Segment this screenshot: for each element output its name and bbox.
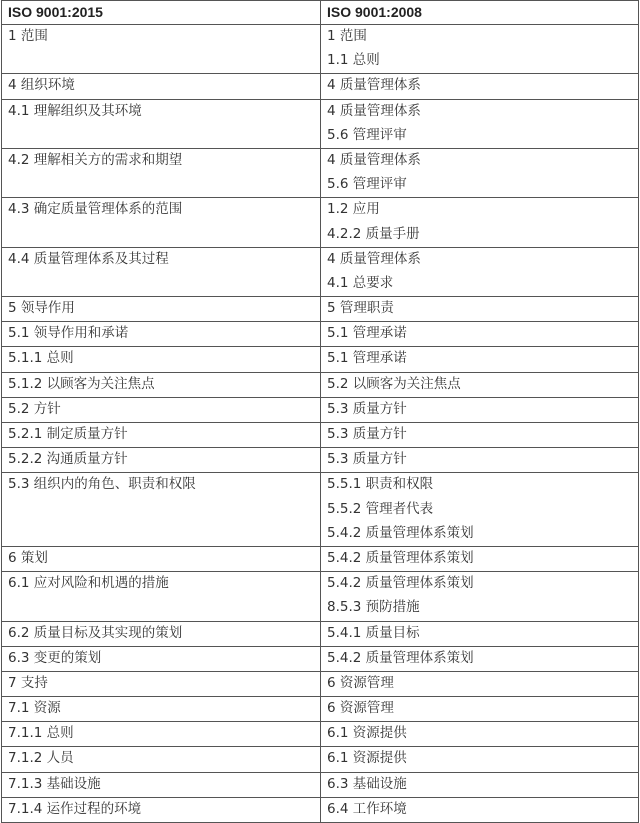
clause-2015-text: 6.3 变更的策划	[8, 649, 102, 666]
table-row	[2, 747, 639, 772]
table-row	[2, 722, 639, 747]
clause-2008-text: 1 范围	[327, 28, 367, 44]
clause-2008-text: 5.4.1 质量目标	[327, 624, 420, 641]
clause-2008-cell	[321, 473, 639, 547]
clause-2015-cell	[2, 74, 321, 99]
table-row	[2, 671, 639, 696]
clause-2015-cell	[2, 372, 321, 397]
clause-2008-cell	[321, 572, 639, 621]
clause-2008-text: 1.2 应用	[327, 201, 380, 218]
clause-2015-text: 5.2.2 沟通质量方针	[8, 451, 128, 468]
table-row	[2, 347, 639, 372]
clause-2015-cell	[2, 297, 321, 322]
clause-2008-text: 6.3 基础设施	[327, 775, 407, 792]
clause-2015-text: 7.1.2 人员	[8, 750, 74, 767]
clause-2015-cell	[2, 99, 321, 148]
clause-2008-text: 5.4.2 质量管理体系策划	[327, 575, 474, 592]
clause-2008-text: 5.4.2 质量管理体系策划	[327, 524, 474, 541]
clause-2015-cell	[2, 397, 321, 422]
clause-2008-cell	[321, 372, 639, 397]
clause-2008-cell	[321, 722, 639, 747]
clause-2015-text: 5.2.1 制定质量方针	[8, 426, 128, 442]
clause-2015-text: 4.2 理解相关方的需求和期望	[8, 151, 183, 168]
clause-2015-text: 7.1.4 运作过程的环境	[8, 800, 142, 817]
clause-2008-cell	[321, 621, 639, 646]
clause-2008-cell	[321, 772, 639, 797]
table-row	[2, 572, 639, 621]
clause-2008-text: 5.5.2 管理者代表	[327, 500, 434, 517]
clause-2008-text: 4 质量管理体系	[327, 77, 421, 94]
table-row	[2, 25, 639, 74]
table-row	[2, 148, 639, 197]
clause-2008-text: 5 管理职责	[327, 300, 394, 317]
table-row	[2, 546, 639, 571]
table-row	[2, 372, 639, 397]
clause-2015-text: 5.3 组织内的角色、职责和权限	[8, 476, 196, 493]
clause-2015-cell	[2, 247, 321, 296]
clause-2015-text: 7.1 资源	[8, 700, 61, 717]
clause-2015-cell	[2, 25, 321, 74]
clause-2008-text: 4 质量管理体系	[327, 102, 421, 119]
clause-2015-text: 4 组织环境	[8, 77, 75, 94]
clause-2008-cell	[321, 25, 639, 74]
clause-2015-text: 5.2 方针	[8, 400, 61, 417]
clause-2015-text: 5 领导作用	[8, 300, 75, 317]
table-row	[2, 448, 639, 473]
clause-2008-text: 4 质量管理体系	[327, 151, 421, 168]
clause-2008-text: 4.2.2 质量手册	[327, 225, 420, 242]
clause-2008-text: 6.1 资源提供	[327, 750, 407, 767]
clause-2008-text: 1.1 总则	[327, 52, 380, 69]
table-row	[2, 772, 639, 797]
clause-2008-text: 4 质量管理体系	[327, 250, 421, 267]
clause-2015-text: 7.1.1 总则	[8, 725, 74, 742]
clause-2008-text: 4.1 总要求	[327, 274, 394, 291]
header-iso-2008: ISO 9001:2008	[321, 1, 639, 25]
clause-2008-cell	[321, 247, 639, 296]
table-body	[2, 25, 639, 823]
header-row	[2, 1, 639, 25]
table-row	[2, 473, 639, 547]
clause-2015-cell	[2, 198, 321, 247]
table-row	[2, 397, 639, 422]
clause-2015-text: 4.4 质量管理体系及其过程	[8, 250, 169, 267]
clause-2008-text: 6.1 资源提供	[327, 725, 407, 742]
clause-2008-cell	[321, 546, 639, 571]
clause-2015-cell	[2, 322, 321, 347]
clause-2008-cell	[321, 747, 639, 772]
clause-2008-text: 5.3 质量方针	[327, 400, 407, 417]
clause-2008-cell	[321, 797, 639, 822]
clause-2015-cell	[2, 423, 321, 448]
clause-2008-text: 6 资源管理	[327, 700, 394, 717]
clause-2008-text: 5.4.2 质量管理体系策划	[327, 549, 474, 566]
table-row	[2, 322, 639, 347]
clause-2015-text: 5.1.1 总则	[8, 350, 74, 367]
clause-2015-cell	[2, 572, 321, 621]
clause-2015-cell	[2, 646, 321, 671]
clause-2015-cell	[2, 546, 321, 571]
clause-2008-text: 6 资源管理	[327, 674, 394, 691]
clause-2008-text: 5.1 管理承诺	[327, 350, 407, 367]
clause-2008-cell	[321, 148, 639, 197]
clause-2015-cell	[2, 473, 321, 547]
clause-2015-text: 5.1 领导作用和承诺	[8, 325, 129, 342]
table-row	[2, 74, 639, 99]
table-row	[2, 247, 639, 296]
clause-2008-cell	[321, 697, 639, 722]
clause-2015-cell	[2, 697, 321, 722]
clause-2015-text: 4.1 理解组织及其环境	[8, 102, 142, 119]
table-row	[2, 99, 639, 148]
clause-2008-cell	[321, 671, 639, 696]
clause-2015-cell	[2, 747, 321, 772]
table-row	[2, 621, 639, 646]
table-row	[2, 797, 639, 822]
clause-2008-cell	[321, 74, 639, 99]
clause-2015-cell	[2, 722, 321, 747]
clause-2015-cell	[2, 448, 321, 473]
clause-2015-cell	[2, 772, 321, 797]
clause-2008-cell	[321, 347, 639, 372]
clause-2008-cell	[321, 297, 639, 322]
clause-2015-text: 5.1.2 以顾客为关注焦点	[8, 375, 155, 392]
clause-2008-cell	[321, 448, 639, 473]
clause-2008-cell	[321, 322, 639, 347]
clause-2015-text: 4.3 确定质量管理体系的范围	[8, 201, 183, 218]
clause-2008-text: 5.5.1 职责和权限	[327, 476, 434, 493]
clause-2015-text: 6.2 质量目标及其实现的策划	[8, 624, 183, 641]
clause-2008-text: 5.6 管理评审	[327, 176, 407, 193]
clause-2008-text: 5.2 以顾客为关注焦点	[327, 375, 461, 392]
table-row	[2, 198, 639, 247]
clause-2015-cell	[2, 347, 321, 372]
clause-2008-text: 6.4 工作环境	[327, 800, 407, 817]
table-row	[2, 646, 639, 671]
clause-2015-cell	[2, 671, 321, 696]
clause-2008-cell	[321, 397, 639, 422]
clause-2008-text: 5.4.2 质量管理体系策划	[327, 649, 474, 666]
clause-2008-text: 5.3 质量方针	[327, 451, 407, 468]
clause-2008-text: 8.5.3 预防措施	[327, 599, 420, 616]
clause-2015-cell	[2, 797, 321, 822]
iso-comparison-table	[1, 0, 639, 823]
clause-2008-cell	[321, 99, 639, 148]
clause-2015-text: 7 支持	[8, 674, 48, 691]
table-row	[2, 697, 639, 722]
clause-2015-text: 6.1 应对风险和机遇的措施	[8, 575, 169, 592]
clause-2015-text: 7.1.3 基础设施	[8, 775, 101, 792]
clause-2008-text: 5.1 管理承诺	[327, 325, 407, 342]
clause-2015-cell	[2, 148, 321, 197]
table-row	[2, 297, 639, 322]
clause-2008-text: 5.6 管理评审	[327, 126, 407, 143]
clause-2008-cell	[321, 423, 639, 448]
clause-2008-text: 5.3 质量方针	[327, 426, 407, 442]
clause-2015-cell	[2, 621, 321, 646]
clause-2015-text: 1 范围	[8, 28, 48, 44]
clause-2008-cell	[321, 646, 639, 671]
table-row	[2, 423, 639, 448]
header-iso-2015: ISO 9001:2015	[2, 1, 321, 25]
clause-2015-text: 6 策划	[8, 549, 48, 566]
clause-2008-cell	[321, 198, 639, 247]
